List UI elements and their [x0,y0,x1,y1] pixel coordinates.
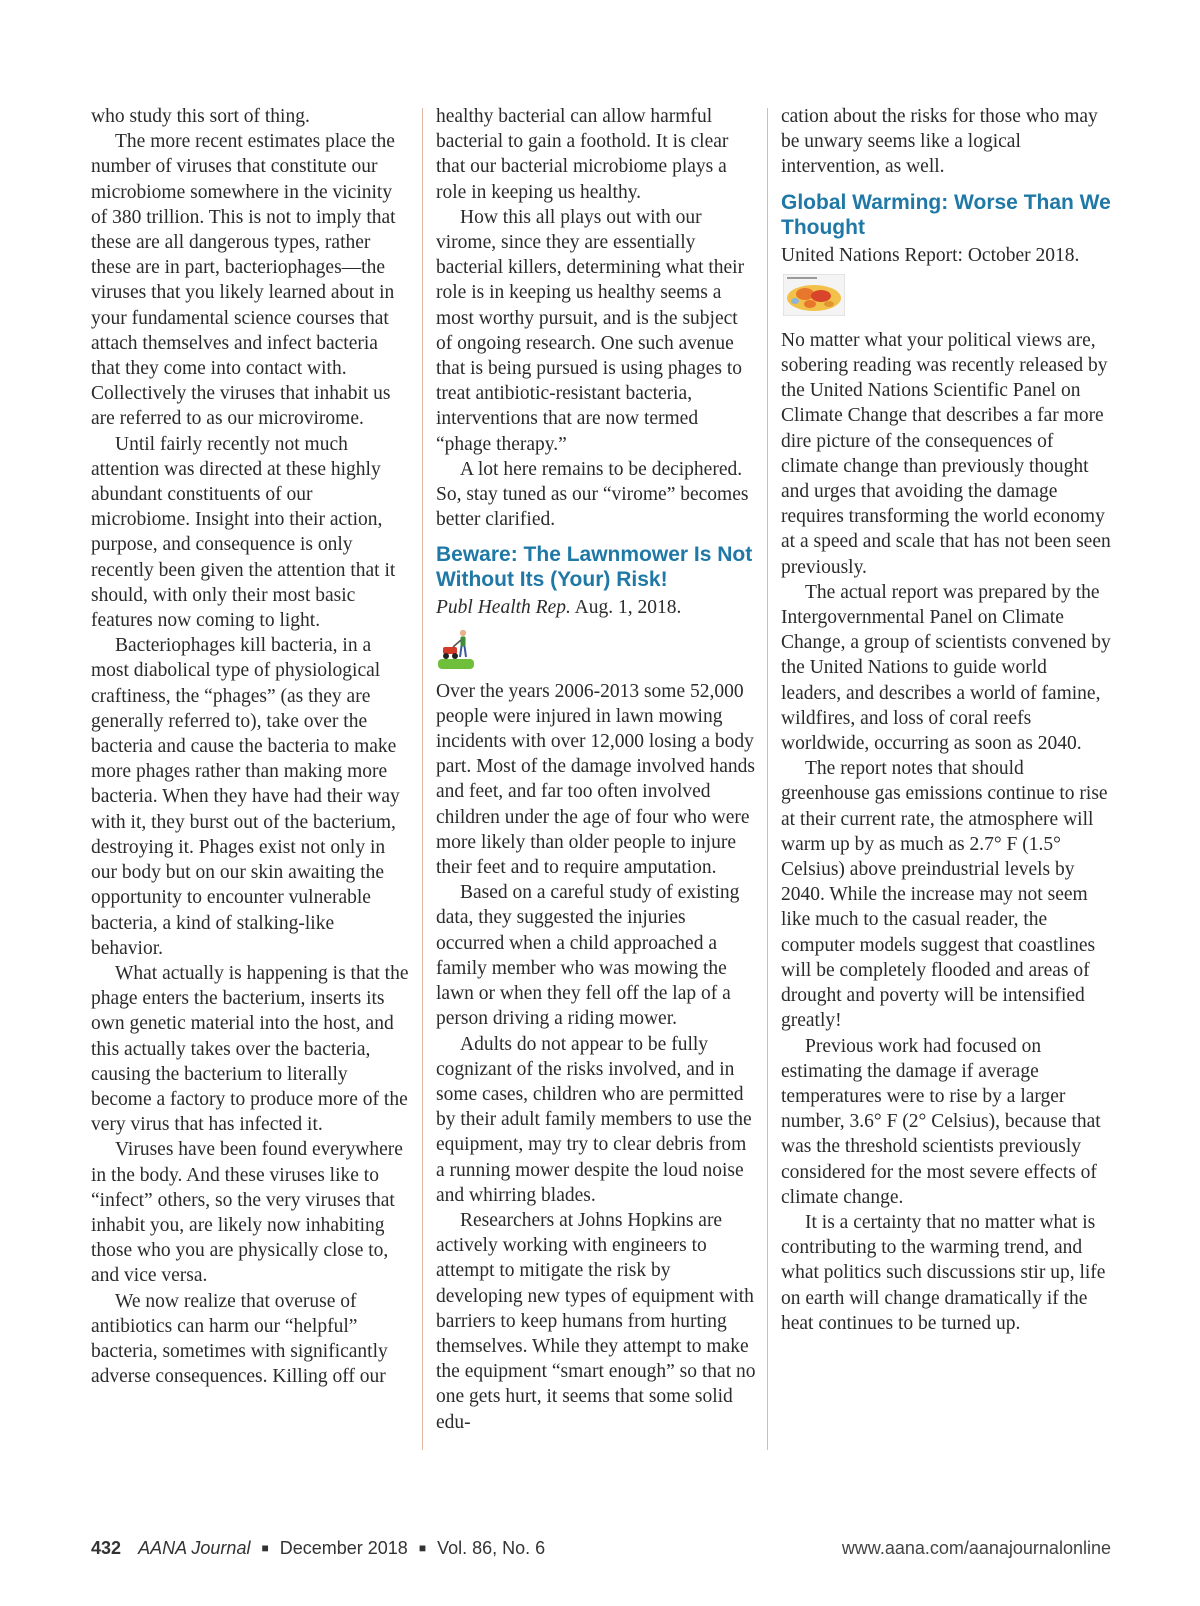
section-source [436,595,756,620]
paragraph: who study this sort of thing. [91,106,310,127]
paragraph: A lot here remains to be deciphered. So, stay tuned as our “virome” becomes better clarified. [436,458,749,531]
paragraph: cation about the risks for those who may be unwary seems like a logical intervention, as well. [781,106,1098,178]
paragraph: Until fairly recently not much attention was directed at these highly abundant constituents of our microbiome. Insight into their action, purpose, and consequence is only recently been given the attention that it should, with only their most basic features now coming to light. [91,433,396,632]
paragraph: Bacteriophages kill bacteria, in a most diabolical type of physiological craftiness, the “phages” (as they are generally referred to), take over the bacteria and cause the bacteria to make more phages rather than making more bacteria. When they have had their way with it, they burst out of the bacterium, destroying it. Phages exist not only in our body but on our skin awaiting the opportunity to encounter vulnerable bacteria, a kind of stalking-like behavior. [91,635,400,959]
paragraph: Based on a careful study of existing data, they suggested the injuries occurred when a child approached a family member who was mowing the lawn or when they fell off the lap of a person driving a riding mower. [436,882,740,1030]
footer-citation [91,1538,545,1559]
journal-name: AANA Journal [138,1538,251,1558]
paragraph: Over the years 2006-2013 some 52,000 people were injured in lawn mowing incidents with over 12,000 losing a body part. Most of the damage involved hands and feet, and far too often involved children under the age of four who were more likely than older people to injure their feet and to require amputation. [436,680,755,879]
column-1 [91,104,411,1389]
separator-square-icon: ■ [418,1541,427,1555]
paragraph: How this all plays out with our virome, since they are essentially bacterial killers, determining what their role is in keeping us healthy seems a most worthy pursuit, and is the subject of ongoing research. One such avenue that is being pursued is using phages to treat antibiotic-resistant bacteria, interventions that are now termed “phage therapy.” [436,206,745,455]
section-title-lawnmower: Beware: The Lawnmower Is Not Without Its (Your) Risk! [436,543,753,592]
lawnmower-figure [438,627,474,669]
paragraph: Researchers at Johns Hopkins are actively working with engineers to attempt to mitigate the risk by developing new types of equipment with barriers to keep humans from hurting themselves. While they attempt to make the equipment “smart enough” so that no one gets hurt, it seems that some solid edu- [436,1209,756,1433]
section-title-global-warming: Global Warming: Worse Than We Thought [781,190,1111,239]
column-divider [767,108,768,1450]
paragraph: Previous work had focused on estimating the damage if average temperatures were to rise by a larger number, 3.6° F (2° Celsius), because that was the threshold scientists previously considered for the most severe effects of climate change. [781,1035,1101,1208]
source-journal: Publ Health Rep. [436,597,571,619]
section-source: United Nations Report: October 2018. [781,244,1080,266]
paragraph: Viruses have been found everywhere in the body. And these viruses like to “infect” others, so the very viruses that inhabit you, are likely now inhabiting those who you are physically close to, and vice versa. [91,1139,403,1287]
column-divider [422,108,423,1450]
global-warming-map-figure [783,274,845,316]
separator-square-icon: ■ [261,1541,269,1555]
paragraph: The actual report was prepared by the Intergovernmental Panel on Climate Change, a group of scientists convened by the United Nations to guide world leaders, and describes a world of famine, wildfires, and loss of coral reefs worldwide, occurring as soon as 2040. [781,581,1111,755]
source-date: Aug. 1, 2018. [570,597,682,619]
paragraph: No matter what your political views are, sobering reading was recently released by the United Nations Scientific Panel on Climate Change that describes a far more dire picture of the consequences of climate change than previously thought and urges that avoiding the damage requires transforming the world economy at a speed and scale that has not been seen previously. [781,329,1111,578]
paragraph: It is a certainty that no matter what is contributing to the warming trend, and what politics such discussions stir up, life on earth will change dramatically if the heat continues to be turned up. [781,1211,1106,1334]
column-3 [781,104,1111,1336]
paragraph: We now realize that overuse of antibiotics can harm our “helpful” bacteria, sometimes with significantly adverse consequences. Killing off our [91,1290,388,1388]
paragraph: healthy bacterial can allow harmful bacterial to gain a foothold. It is clear that our bacterial microbiome plays a role in keeping us healthy. [436,106,729,203]
paragraph: Adults do not appear to be fully cognizant of the risks involved, and in some cases, children who are permitted by their adult family members to use the equipment, may try to clear debris from a running mower despite the loud noise and whirring blades. [436,1033,752,1206]
column-2 [436,104,756,1435]
paragraph: The more recent estimates place the number of viruses that constitute our microbiome somewhere in the vicinity of 380 trillion. This is not to imply that these are all dangerous types, rather these are in part, bacteriophages—the viruses that you likely learned about in your fundamental science courses that attach themselves and infect bacteria that they come into contact with. Collectively the viruses that inhabit us are referred to as our microvirome. [91,131,396,430]
paragraph: What actually is happening is that the phage enters the bacterium, inserts its own genetic material into the host, and this actually takes over the bacteria, causing the bacterium to literally become a factory to produce more of the very virus that has infected it. [91,962,409,1136]
volume-issue: Vol. 86, No. 6 [437,1538,546,1558]
page-footer [91,1538,1111,1564]
paragraph: The report notes that should greenhouse gas emissions continue to rise at their current rate, the atmosphere will warm up by as much as 2.7° F (1.5° Celsius) above preindustrial levels by 2040. While the increase may not seem like much to the casual reader, the computer models suggest that coastlines will be completely flooded and areas of drought and poverty will be intensified greatly! [781,758,1108,1032]
journal-url: www.aana.com/aanajournalonline [841,1538,1111,1558]
page-number: 432 [91,1538,122,1558]
issue-date: December 2018 [279,1538,408,1558]
